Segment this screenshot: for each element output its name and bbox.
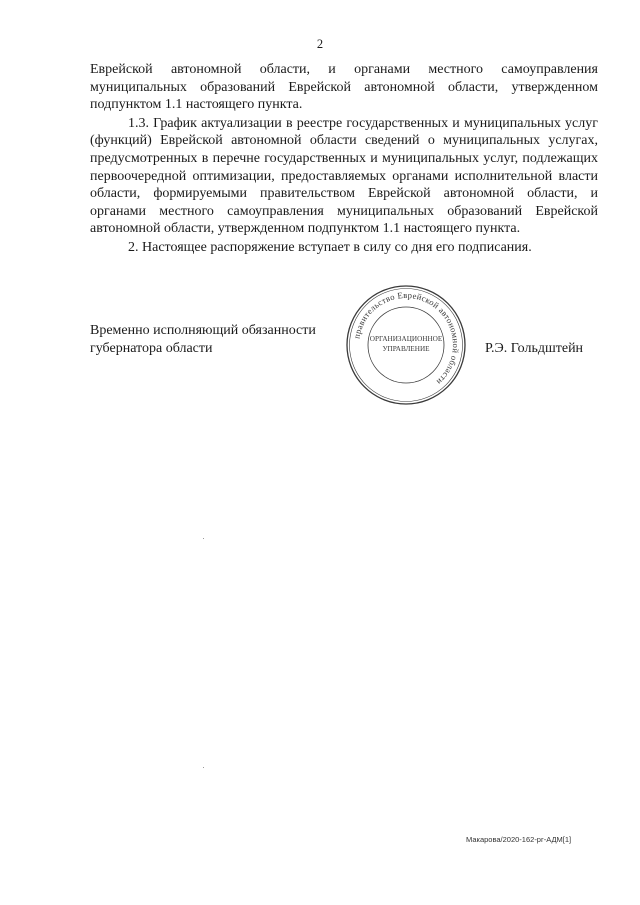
page-number: 2 [316,37,324,51]
signature-position-line1: Временно исполняющий обязанности [90,323,316,338]
stamp-center-line2: УПРАВЛЕНИЕ [382,345,430,353]
signature-name: Р.Э. Гольдштейн [485,341,584,356]
footer-reference: Макарова/2020-162-рг-АДМ[1] [466,835,572,844]
official-stamp [343,282,469,408]
paragraph-continuation: Еврейской автономной области, и органами местного самоуправления муниципальных образований Еврейской автономной области, утвержденном подпунктом 1.1 настоящего пункта. [90,62,598,113]
document-body [90,61,598,257]
signature-position-line2: губернатора области [90,341,213,356]
scan-speck [203,538,204,539]
stamp-ring-text: правительство Еврейской автономной области [351,289,462,388]
paragraph-1-3: 1.3. График актуализации в реестре государственных и муниципальных услуг (функций) Еврейской автономной области сведений о муниципальных услугах, предусмотренных в перечне государственных и муниципальных услуг, подлежащих первоочередной оптимизации, предоставляемых органами исполнительной власти области, формируемыми правительством Еврейской автономной области, и органами местного самоуправления муниципальных образований Еврейской автономной области, утвержденном подпунктом 1.1 настоящего пункта. [90,115,598,237]
stamp-icon [343,282,469,408]
paragraph-2: 2. Настоящее распоряжение вступает в силу со дня его подписания. [128,239,532,255]
scan-speck [203,767,204,768]
stamp-center-line1: ОРГАНИЗАЦИОННОЕ [369,335,443,343]
signature-position [90,322,316,358]
